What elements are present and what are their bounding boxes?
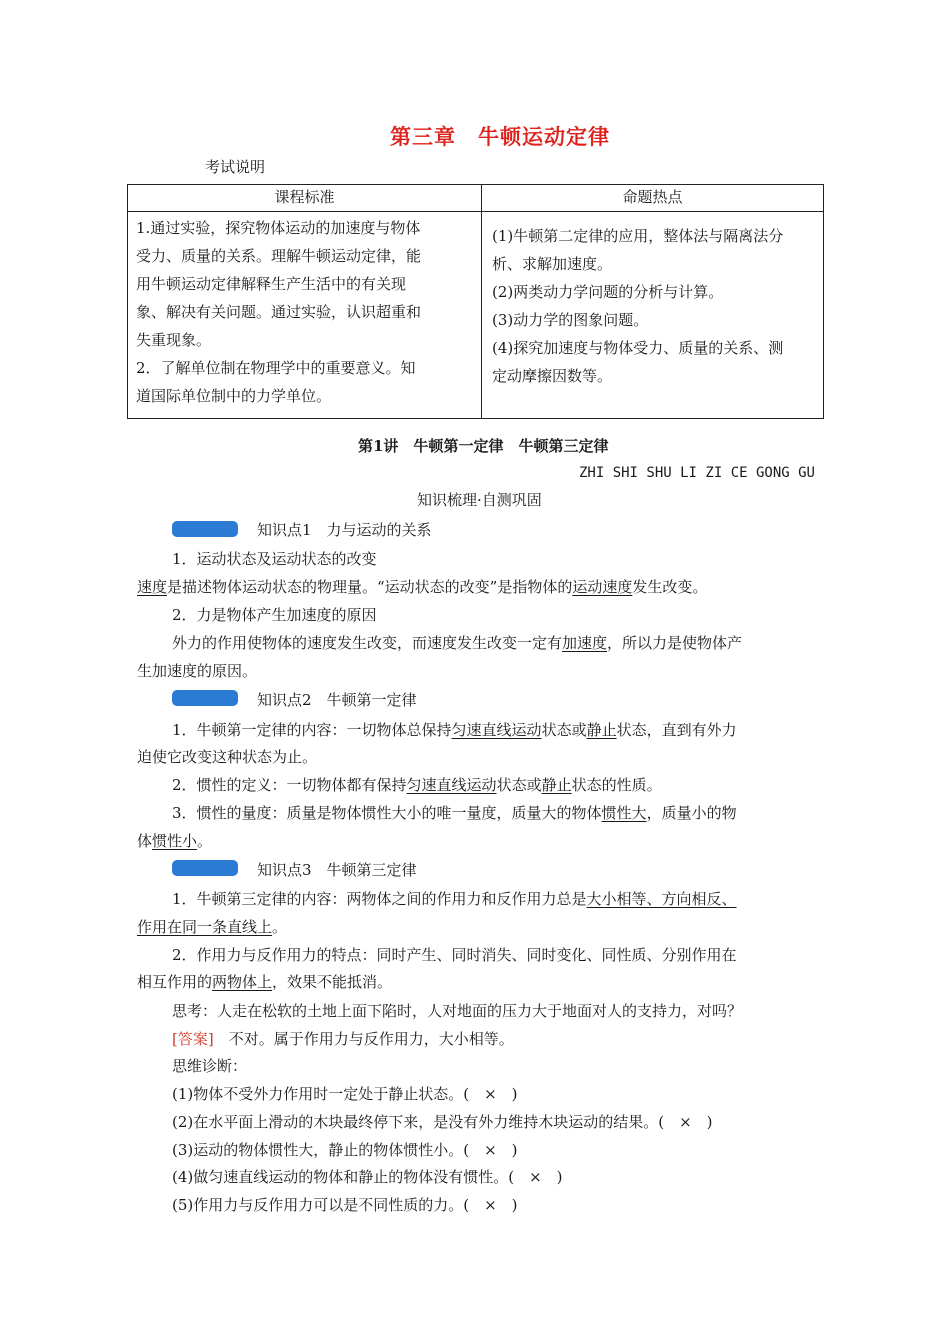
- kp3-line-1: 1．牛顿第三定律的内容：两物体之间的作用力和反作用力总是大小相等、方向相反、: [172, 890, 737, 908]
- diagnosis-item: (5)作用力与反作用力可以是不同性质的力。( × ): [172, 1196, 518, 1214]
- diagnosis-item: (4)做匀速直线运动的物体和静止的物体没有惯性。( × ): [172, 1168, 563, 1186]
- diagnosis-label: 思维诊断：: [172, 1057, 248, 1075]
- kp1-heading-1: 1．运动状态及运动状态的改变: [172, 550, 377, 568]
- exam-note-label: 考试说明: [205, 158, 266, 176]
- kp1-heading-2: 2．力是物体产生加速度的原因: [172, 606, 377, 624]
- chapter-title: 第三章 牛顿运动定律: [390, 124, 610, 149]
- think-answer: [答案] 不对。属于作用力与反作用力，大小相等。: [172, 1030, 514, 1048]
- kp3-label: 知识点3 牛顿第三定律: [257, 861, 417, 879]
- kp2-label: 知识点2 牛顿第一定律: [257, 691, 417, 709]
- kp2-line-3-cont: 体惯性小。: [137, 832, 213, 850]
- kp3-line-2: 2．作用力与反作用力的特点：同时产生、同时消失、同时变化、同性质、分别作用在: [172, 946, 737, 964]
- answer-tag: [答案]: [172, 1030, 214, 1048]
- kp2-line-2: 2．惯性的定义：一切物体都有保持匀速直线运动状态或静止状态的性质。: [172, 776, 662, 794]
- kp3-bar: [172, 860, 238, 876]
- kp1-paragraph-2: 外力的作用使物体的速度发生改变，而速度发生改变一定有加速度，所以力是使物体产: [172, 634, 743, 652]
- kp3-line-1-cont: 作用在同一条直线上。: [137, 918, 288, 936]
- kp1-label: 知识点1 力与运动的关系: [257, 521, 432, 539]
- diagnosis-item: (3)运动的物体惯性大，静止的物体惯性小。( × ): [172, 1141, 518, 1159]
- standard-cell: 1.通过实验，探究物体运动的加速度与物体 受力、质量的关系。理解牛顿运动定律，能 用牛顿运动定律解释生产生活中的有关现 象、解决有关问题。通过实验，认识超重和 失重现象。 2．了解单位制在物理学中的重要意义。知 道国际单位制中的力学单位。: [128, 212, 482, 419]
- table-header-standard: 课程标准: [128, 185, 482, 212]
- section-heading: 知识梳理·自测巩固: [417, 491, 542, 509]
- think-question: 思考：人走在松软的土地上面下陷时，人对地面的压力大于地面对人的支持力，对吗？: [172, 1002, 743, 1020]
- kp3-line-2-cont: 相互作用的两物体上，效果不能抵消。: [137, 973, 393, 991]
- pinyin-line: ZHI SHI SHU LI ZI CE GONG GU: [578, 465, 815, 481]
- kp1-paragraph-1: 速度是描述物体运动状态的物理量。“运动状态的改变”是指物体的运动速度发生改变。: [137, 578, 708, 596]
- kp2-line-1-cont: 迫使它改变这种状态为止。: [137, 748, 318, 766]
- table-header-hotspot: 命题热点: [482, 185, 824, 212]
- kp2-bar: [172, 690, 238, 706]
- kp1-bar: [172, 521, 238, 537]
- diagnosis-item: (1)物体不受外力作用时一定处于静止状态。( × ): [172, 1085, 518, 1103]
- kp1-paragraph-2-cont: 生加速度的原因。: [137, 662, 258, 680]
- hotspot-cell: (1)牛顿第二定律的应用，整体法与隔离法分 析、求解加速度。 (2)两类动力学问题的分析与计算。 (3)动力学的图象问题。 (4)探究加速度与物体受力、质量的关系、测 定动摩擦因数等。: [482, 212, 824, 419]
- kp2-line-3: 3．惯性的量度：质量是物体惯性大小的唯一量度，质量大的物体惯性大，质量小的物: [172, 804, 737, 822]
- kp2-line-1: 1．牛顿第一定律的内容：一切物体总保持匀速直线运动状态或静止状态，直到有外力: [172, 721, 737, 739]
- lecture-title: 第1讲 牛顿第一定律 牛顿第三定律: [358, 437, 609, 455]
- curriculum-table: [127, 184, 824, 419]
- diagnosis-item: (2)在水平面上滑动的木块最终停下来，是没有外力维持木块运动的结果。( × ): [172, 1113, 713, 1131]
